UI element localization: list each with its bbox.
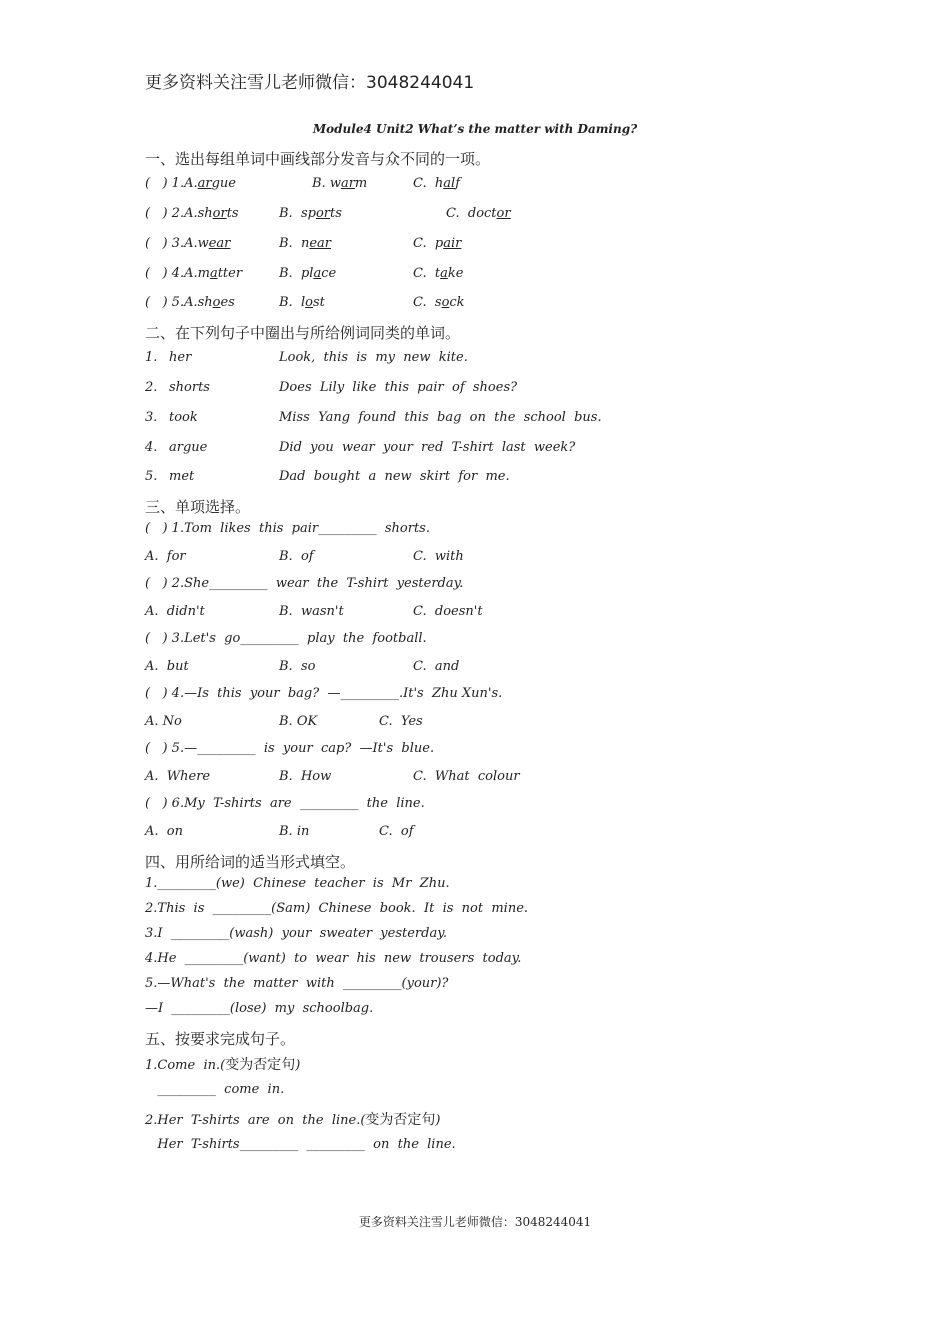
part4-item: 5.—What's the matter with _________(your)? — [145, 976, 449, 991]
underlined-letters: o — [441, 295, 450, 310]
item-sentence: Does Lily like this pair of shoes? — [279, 380, 518, 395]
option-b: B. How — [279, 769, 332, 784]
option: C. sock — [413, 295, 465, 310]
item-number: 3. — [145, 410, 158, 425]
option: C. pair — [413, 236, 462, 251]
part4-item: 4.He _________(want) to wear his new trousers today. — [145, 951, 522, 966]
part3-question: ( ) 6.My T-shirts are _________ the line. — [145, 796, 425, 811]
option-a: A. on — [145, 824, 183, 839]
item-number: 5. — [145, 469, 158, 484]
instruction-cn: 变为否定句 — [365, 1112, 436, 1128]
option: ( ) 5.A.shoes — [145, 295, 235, 310]
part4-item: 3.I _________(wash) your sweater yesterday. — [145, 926, 447, 941]
option: C. half — [413, 176, 460, 191]
option-b: B. so — [279, 659, 316, 674]
part5-question: 2.Her T-shirts are on the line.(变为否定句) — [145, 1112, 441, 1128]
option: C. doctor — [446, 206, 511, 221]
option-a: A. but — [145, 659, 189, 674]
part3-question: ( ) 2.She_________ wear the T-shirt yesterday. — [145, 576, 464, 591]
example-word: met — [169, 469, 195, 484]
option-a: A. for — [145, 549, 186, 564]
option-a: A. didn't — [145, 604, 205, 619]
option-a: A. No — [145, 714, 182, 729]
page-footer: 更多资料关注雪儿老师微信：3048244041 — [358, 1215, 592, 1229]
instruction-cn: 变为否定句 — [225, 1057, 296, 1073]
title-text: Module4 Unit2 What’s the matter with Daming? — [312, 122, 638, 136]
underlined-letters: a — [209, 266, 218, 281]
part3-question: ( ) 5.—_________ is your cap? —It's blue. — [145, 741, 435, 756]
underlined-letters: al — [443, 176, 456, 191]
option: B. sports — [279, 206, 342, 221]
example-word: took — [169, 410, 198, 425]
option-b: B. OK — [279, 714, 318, 729]
example-word: argue — [169, 440, 208, 455]
item-number: 4. — [145, 440, 158, 455]
option: ( ) 1.A.argue — [145, 176, 236, 191]
underlined-letters: or — [315, 206, 330, 221]
item-number: 1. — [145, 350, 158, 365]
underlined-letters: o — [305, 295, 313, 310]
part4-item: —I _________(lose) my schoolbag. — [145, 1001, 374, 1016]
option: ( ) 4.A.matter — [145, 266, 243, 281]
part5-answer-line: _________ come in. — [145, 1082, 285, 1097]
section-5-heading: 五、按要求完成句子。 — [145, 1030, 296, 1048]
example-word: shorts — [169, 380, 210, 395]
underlined-letters: or — [212, 206, 227, 221]
section-1-heading: 一、选出每组单词中画线部分发音与众不同的一项。 — [145, 150, 491, 168]
section-4-heading: 四、用所给词的适当形式填空。 — [145, 853, 356, 871]
part5-question: 1.Come in.(变为否定句) — [145, 1057, 301, 1073]
underlined-letters: ar — [340, 176, 355, 191]
underlined-letters: o — [212, 295, 221, 310]
part3-question: ( ) 4.—Is this your bag? —_________.It's Zhu Xun's. — [145, 686, 503, 701]
part3-question: ( ) 1.Tom likes this pair_________ shorts. — [145, 521, 430, 536]
underlined-letters: air — [443, 236, 462, 251]
page-header: 更多资料关注雪儿老师微信：3048244041 — [145, 73, 475, 93]
part3-question: ( ) 3.Let's go_________ play the football. — [145, 631, 427, 646]
option: B. place — [279, 266, 337, 281]
option-c: C. doesn't — [413, 604, 483, 619]
option-b: B. wasn't — [279, 604, 344, 619]
underlined-letters: or — [496, 206, 511, 221]
item-sentence: Dad bought a new skirt for me. — [279, 469, 510, 484]
option-a: A. Where — [145, 769, 211, 784]
option-c: C. What colour — [413, 769, 520, 784]
underlined-letters: ear — [208, 236, 231, 251]
part4-item: 1._________(we) Chinese teacher is Mr Zhu. — [145, 876, 450, 891]
option-b: B. in — [279, 824, 310, 839]
option-c: C. with — [413, 549, 464, 564]
underlined-letters: ar — [197, 176, 212, 191]
item-sentence: Look, this is my new kite. — [279, 350, 468, 365]
option-c: C. of — [379, 824, 414, 839]
underlined-letters: a — [313, 266, 322, 281]
item-sentence: Did you wear your red T-shirt last week? — [279, 440, 576, 455]
option: ( ) 3.A.wear — [145, 236, 231, 251]
option: B. warm — [312, 176, 368, 191]
option: C. take — [413, 266, 464, 281]
example-word: her — [169, 350, 192, 365]
section-3-heading: 三、单项选择。 — [145, 498, 251, 516]
option: ( ) 2.A.shorts — [145, 206, 239, 221]
item-sentence: Miss Yang found this bag on the school bus. — [279, 410, 602, 425]
option-b: B. of — [279, 549, 314, 564]
option: B. near — [279, 236, 331, 251]
worksheet-title — [0, 122, 950, 136]
option-c: C. Yes — [379, 714, 423, 729]
option-c: C. and — [413, 659, 460, 674]
part5-answer-line: Her T-shirts_________ _________ on the line. — [145, 1137, 456, 1152]
section-2-heading: 二、在下列句子中圈出与所给例词同类的单词。 — [145, 324, 461, 342]
part4-item: 2.This is _________(Sam) Chinese book. It is not mine. — [145, 901, 529, 916]
underlined-letters: a — [440, 266, 448, 281]
item-number: 2. — [145, 380, 158, 395]
option: B. lost — [279, 295, 325, 310]
underlined-letters: ear — [309, 236, 331, 251]
